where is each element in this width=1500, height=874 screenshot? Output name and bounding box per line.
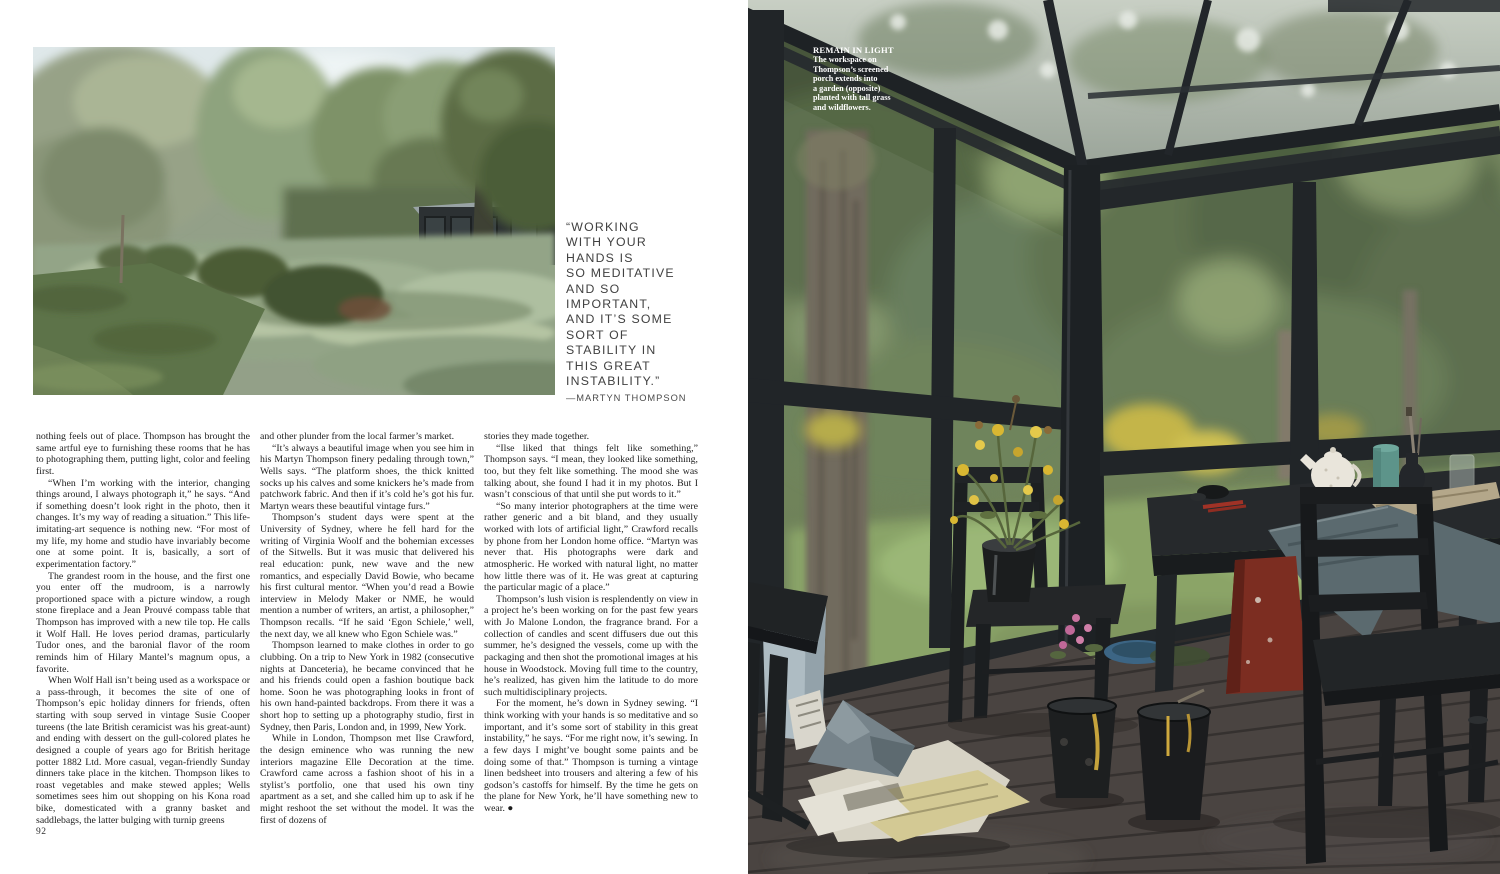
caption-line: and wildflowers. xyxy=(813,102,871,112)
article-column xyxy=(36,431,250,826)
article-paragraph: and other plunder from the local farmer’s market. xyxy=(260,431,455,442)
article-paragraph: When Wolf Hall isn’t being used as a workspace or a pass-through, it becomes the site of one of Thompson’s epic holiday dinners for friends, often starting with soup served in vintage Susie Cooper tureens (the late British ceramicist was his great-aunt) and ending with dessert on the gull-colored plates he designed a couple of years ago for British heritage potter 1882 Ltd. More casual, vegan-friendly Sunday dinners take place in the kitchen. Thompson likes to roast vegetables and make stewed apples; Wells sometimes sees him out shopping on his Kona road bike, domesticated with a granny basket and saddlebags, the latter bulging with turnip greens xyxy=(36,675,250,826)
article-column xyxy=(260,431,474,826)
pull-quote-line: SO MEDITATIVE xyxy=(566,266,675,281)
article-paragraph: Thompson’s lush vision is resplendently on view in a project he’s been working on for the past few years with Jo Malone London, the fragrance brand. For a collection of candles and scent diffusers due out this summer, he’s designed the vessels, come up with the packaging and then shot the promotional images at his house in Woodstock. Moving full time to the country, he’s realized, has given him the latitude to do more such multidisciplinary projects. xyxy=(484,593,698,698)
article-columns xyxy=(36,431,698,826)
pull-quote-line: SORT OF xyxy=(566,327,629,342)
garden-photo xyxy=(33,47,555,395)
porch-photo-illustration xyxy=(748,0,1500,874)
caption-title: REMAIN IN LIGHT xyxy=(813,45,894,55)
article-paragraph: stories they made together. xyxy=(484,431,590,442)
article-paragraph: For the moment, he’s down in Sydney sewing. “I think working with your hands is so meditative and so important, and it’s some sort of stability in this great instability,” he says. “For me right now, it’s sewing. In a few days I might’ve bought some paints and be doing some of that.” Thompson is turning a vintage linen bedsheet into trousers and altering a few of his godson’s castoffs for himself. By the time he gets on the plane for New York, he’ll have something new to wear. ● xyxy=(484,698,698,814)
pull-quote-line: THIS GREAT xyxy=(566,358,651,373)
caption-line: planted with tall grass xyxy=(813,93,891,103)
caption-line: Thompson’s screened xyxy=(813,64,889,74)
article-paragraph: The grandest room in the house, and the first one you enter off the mudroom, is a narrowly proportioned space with a picture window, a rough stone fireplace and a Jean Prouvé compass table that Thompson has improved with a new tile top. He calls it Wolf Hall. He loves period dramas, particularly Tudor ones, and the baronial flavor of the room reminds him of Hilary Mantel’s magnum opus, a favorite. xyxy=(36,570,250,675)
article-paragraph: “So many interior photographers at the time were rather generic and a bit bland, and they usually worked with lots of artificial light,” Crawford recalls by phone from her London home office. “Martyn was never that. His photographs were dark and atmospheric. He worked with natural light, no matter how little there was of it. He was great at capturing the particular magic of a place.” xyxy=(484,500,698,594)
pull-quote-attribution: —MARTYN THOMPSON xyxy=(566,393,687,404)
article-paragraph: While in London, Thompson met Ilse Crawford, the design eminence who was running the new interiors magazine Elle Decoration at the time. Crawford came across a fashion shoot of his in a stylist’s portfolio, one that used his own tiny apartment as a set, and she called him up to ask if he might reshoot the set without the model. It was the first of dozens of xyxy=(260,733,474,826)
caption-body xyxy=(813,55,931,113)
article-paragraph: Thompson learned to make clothes in order to go clubbing. On a trip to New York in 1982 (consecutive nights at Danceteria), he became convinced that he and his friends could open a fashion boutique back home. Soon he was photographing looks in front of his own hand-painted backdrops. From there it was a short hop to setting up a photography studio, first in Sydney, then Paris, London and, in 1999, New York. xyxy=(260,640,474,733)
pull-quote-line: AND SO xyxy=(566,281,621,296)
pull-quote-line: HANDS IS xyxy=(566,250,634,265)
garden-photo-illustration xyxy=(33,47,555,395)
porch-photo xyxy=(748,0,1500,874)
pull-quote-line: AND IT’S SOME xyxy=(566,312,673,327)
pull-quote xyxy=(566,220,718,403)
pull-quote-line: WITH YOUR xyxy=(566,235,647,250)
caption-line: a garden (opposite) xyxy=(813,83,881,93)
article-paragraph: “It’s always a beautiful image when you see him in his Martyn Thompson finery pedaling through town,” Wells says. “The platform shoes, the thick knitted socks up his calves and some knickers he’s made from patchwork fabric. And then if it’s cold he’s got his fur. Martyn wears these beautiful vintage furs.” xyxy=(260,442,474,512)
red-box xyxy=(1226,556,1308,694)
pull-quote-lines xyxy=(566,220,718,389)
article-column xyxy=(484,431,698,826)
article-paragraph: Thompson’s student days were spent at the University of Sydney, where he fell hard for the writing of Virginia Woolf and the bohemian excesses of the Sitwells. But it was music that delivered his real education: punk, new wave and the new romantics, and especially David Bowie, who became his first cultural mentor. “When you’d read a Bowie interview in Melody Maker or NME, he would mention a number of writers, an artist, a philosopher,” Thompson recalls. “If he said ‘Egon Schiele,’ well, the next day, we all knew who Egon Schiele was.” xyxy=(260,512,474,640)
pull-quote-line: IMPORTANT, xyxy=(566,297,652,312)
article-paragraph: “Ilse liked that things felt like something,” Thompson says. “I mean, they looked like something, too, but they felt like something. The mood she was talking about, she found I had it in my photos. But I wasn’t conscious of that until she put words to it.” xyxy=(484,442,698,501)
pull-quote-line: “WORKING xyxy=(566,220,640,234)
pull-quote-line: INSTABILITY.” xyxy=(566,374,661,389)
photo-caption xyxy=(813,45,931,113)
page-number: 92 xyxy=(36,827,47,837)
right-page xyxy=(748,0,1500,874)
caption-line: porch extends into xyxy=(813,74,878,84)
caption-line: The workspace on xyxy=(813,55,877,64)
article-paragraph: “When I’m working with the interior, changing things around, I always photograph it,” he says. “And if something doesn’t look right in the photo, then it changes. It’s my way of reading a situation.” This life-imitating-art sequence is nothing new. “For most of my life, my home and studio have invariably become one at some point. It is, basically, a sort of experimentation factory.” xyxy=(36,477,250,570)
pull-quote-line: STABILITY IN xyxy=(566,343,657,358)
article-paragraph: nothing feels out of place. Thompson has brought the same artful eye to furnishing these rooms that he has to photographing them, putting light, color and feeling first. xyxy=(36,431,250,477)
